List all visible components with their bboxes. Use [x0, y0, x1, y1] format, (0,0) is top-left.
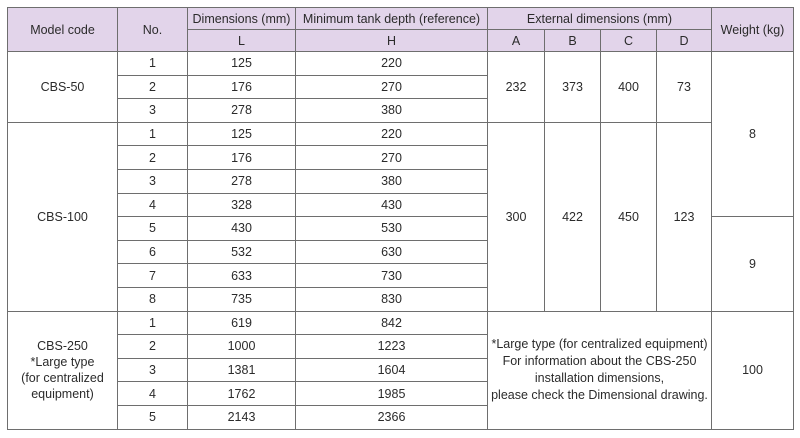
cell-no: 5: [118, 217, 188, 241]
cell-h: 1223: [296, 335, 488, 359]
cell-h: 630: [296, 240, 488, 264]
cell-l: 125: [188, 52, 296, 76]
model-note-line: equipment): [31, 387, 94, 402]
cell-l: 619: [188, 311, 296, 335]
cell-d: 123: [657, 122, 712, 311]
note-line: For information about the CBS-250: [502, 354, 697, 369]
cell-h: 220: [296, 52, 488, 76]
cell-h: 380: [296, 99, 488, 123]
cell-h: 270: [296, 146, 488, 170]
header-a: A: [488, 30, 545, 52]
note-line: *Large type (for centralized equipment): [491, 337, 708, 352]
cell-h: 430: [296, 193, 488, 217]
cell-h: 1604: [296, 358, 488, 382]
header-min-tank-depth: Minimum tank depth (reference): [296, 8, 488, 30]
cell-b: 373: [545, 52, 601, 123]
cell-l: 532: [188, 240, 296, 264]
cell-c: 400: [601, 52, 657, 123]
cell-no: 2: [118, 75, 188, 99]
model-cell-cbs-50: [8, 52, 118, 123]
cell-weight: 8: [712, 52, 794, 217]
note-line: installation dimensions,: [534, 371, 665, 386]
table-row: [8, 311, 794, 335]
cell-no: 6: [118, 240, 188, 264]
model-note-line: *Large type: [30, 355, 95, 370]
cell-no: 4: [118, 193, 188, 217]
model-cell-cbs-250: [8, 311, 118, 429]
cell-no: 8: [118, 287, 188, 311]
header-no: No.: [118, 8, 188, 52]
cell-l: 125: [188, 122, 296, 146]
specifications-table: [7, 7, 794, 430]
cell-l: 1000: [188, 335, 296, 359]
table-row: [8, 122, 794, 146]
cell-h: 2366: [296, 405, 488, 429]
cell-l: 278: [188, 99, 296, 123]
cell-l: 430: [188, 217, 296, 241]
header-c: C: [601, 30, 657, 52]
table-row: [8, 52, 794, 76]
cell-weight: 100: [712, 311, 794, 429]
cell-no: 2: [118, 335, 188, 359]
cell-l: 1381: [188, 358, 296, 382]
header-external-dimensions: External dimensions (mm): [488, 8, 712, 30]
header-model-code: Model code: [8, 8, 118, 52]
cell-h: 842: [296, 311, 488, 335]
cell-a: 300: [488, 122, 545, 311]
cell-h: 530: [296, 217, 488, 241]
cell-l: 328: [188, 193, 296, 217]
model-note-line: (for centralized: [21, 371, 104, 386]
cell-h: 1985: [296, 382, 488, 406]
model-name: CBS-100: [37, 209, 88, 224]
cell-no: 1: [118, 122, 188, 146]
cell-l: 176: [188, 146, 296, 170]
cell-l: 1762: [188, 382, 296, 406]
model-name: CBS-50: [40, 79, 85, 94]
header-d: D: [657, 30, 712, 52]
cell-no: 3: [118, 99, 188, 123]
header-l: L: [188, 30, 296, 52]
model-cell-cbs-100: [8, 122, 118, 311]
cell-d: 73: [657, 52, 712, 123]
cell-l: 735: [188, 287, 296, 311]
cell-no: 2: [118, 146, 188, 170]
cell-h: 730: [296, 264, 488, 288]
cell-l: 278: [188, 169, 296, 193]
large-type-note: [488, 311, 712, 429]
model-name: CBS-250: [37, 339, 88, 354]
cell-a: 232: [488, 52, 545, 123]
cell-h: 830: [296, 287, 488, 311]
cell-no: 3: [118, 169, 188, 193]
cell-no: 3: [118, 358, 188, 382]
cell-b: 422: [545, 122, 601, 311]
cell-no: 1: [118, 52, 188, 76]
cell-no: 1: [118, 311, 188, 335]
cell-l: 176: [188, 75, 296, 99]
cell-l: 2143: [188, 405, 296, 429]
cell-no: 7: [118, 264, 188, 288]
note-line: please check the Dimensional drawing.: [491, 388, 708, 403]
cell-weight: 9: [712, 217, 794, 311]
header-h: H: [296, 30, 488, 52]
cell-c: 450: [601, 122, 657, 311]
cell-h: 380: [296, 169, 488, 193]
cell-no: 4: [118, 382, 188, 406]
header-b: B: [545, 30, 601, 52]
header-weight: Weight (kg): [712, 8, 794, 52]
cell-h: 270: [296, 75, 488, 99]
cell-h: 220: [296, 122, 488, 146]
cell-no: 5: [118, 405, 188, 429]
cell-l: 633: [188, 264, 296, 288]
header-dimensions: Dimensions (mm): [188, 8, 296, 30]
